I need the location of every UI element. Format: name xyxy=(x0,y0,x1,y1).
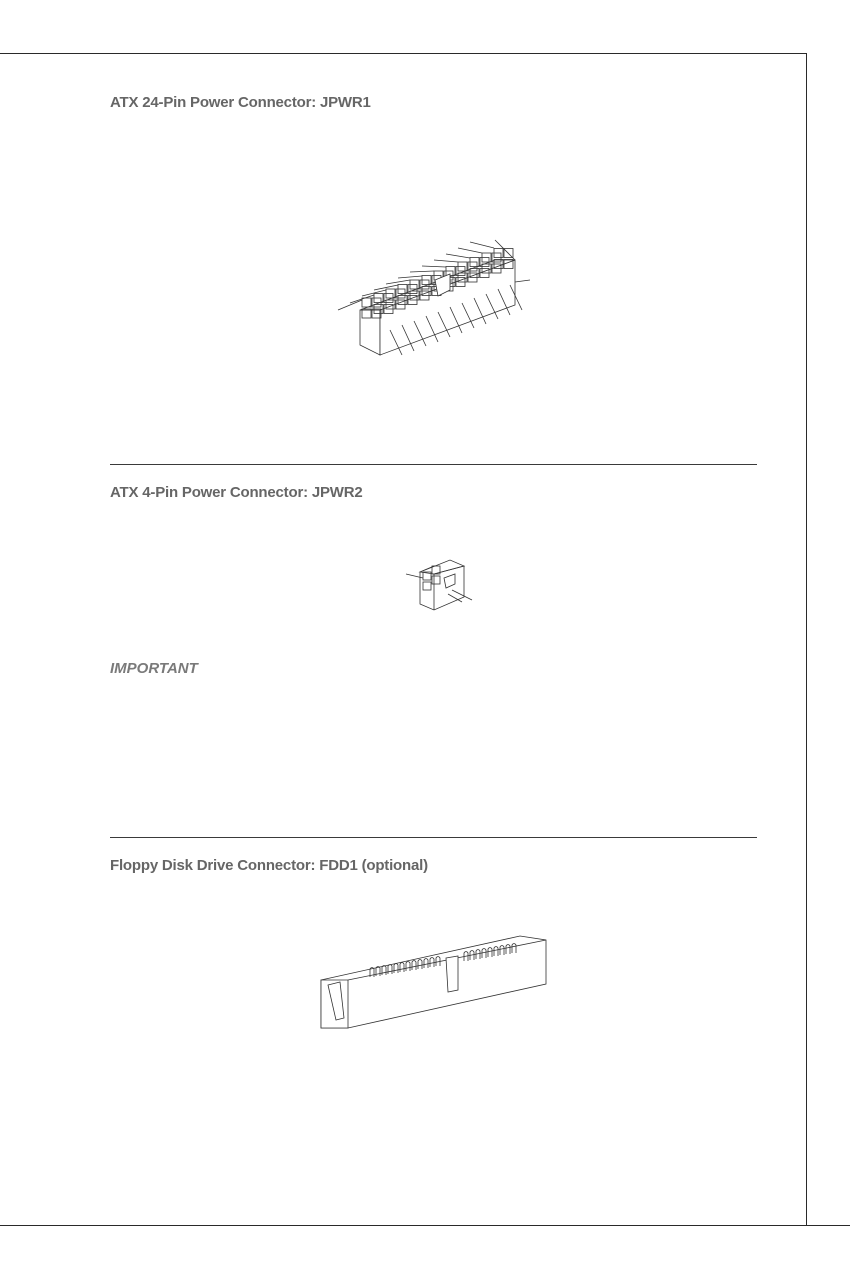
atx-24-pin-connector-illustration xyxy=(330,230,540,360)
floppy-connector-illustration xyxy=(318,930,550,1030)
atx-4-pin-connector-illustration xyxy=(400,552,480,614)
section-heading-jpwr2: ATX 4-Pin Power Connector: JPWR2 xyxy=(110,484,363,501)
section-heading-fdd1: Floppy Disk Drive Connector: FDD1 (optional) xyxy=(110,857,428,874)
frame-bottom-border xyxy=(0,1225,850,1226)
important-note-title: IMPORTANT xyxy=(110,660,198,677)
section-heading-jpwr1: ATX 24-Pin Power Connector: JPWR1 xyxy=(110,94,371,111)
frame-right-border xyxy=(806,53,807,1225)
section-divider xyxy=(110,837,757,838)
frame-top-border xyxy=(0,53,807,54)
section-divider xyxy=(110,464,757,465)
